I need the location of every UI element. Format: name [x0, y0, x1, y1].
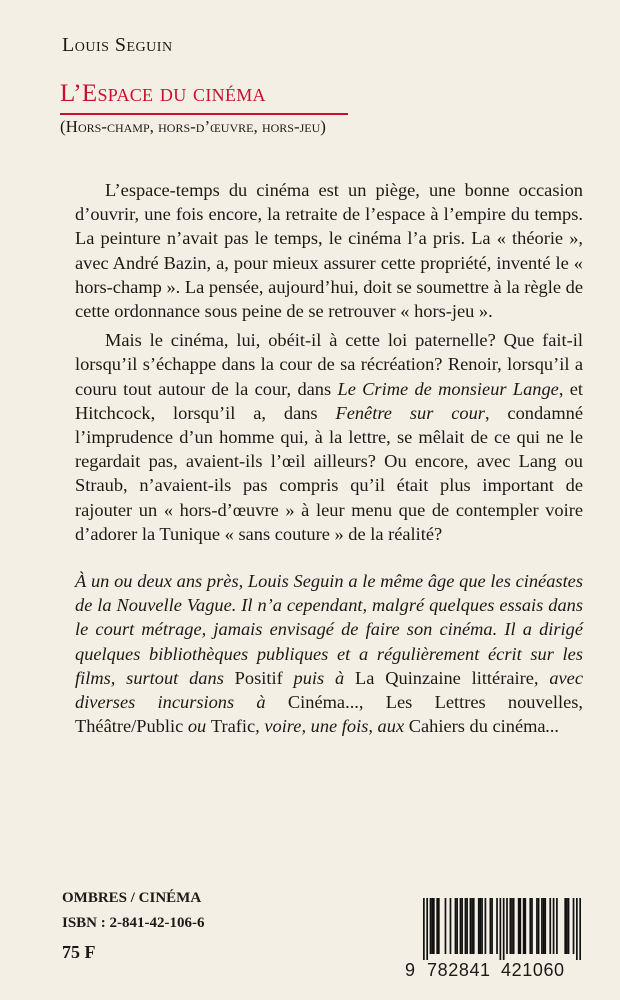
barcode-bar	[538, 898, 540, 954]
barcode-bar	[478, 898, 480, 954]
film-title: Le Crime de monsieur Lange	[337, 378, 559, 399]
barcode-bar	[568, 898, 570, 954]
price: 75 F	[62, 942, 96, 962]
barcode-bar	[556, 898, 558, 954]
barcode-bar	[509, 898, 511, 954]
barcode-bar	[423, 898, 425, 960]
title-underline	[60, 113, 348, 115]
blurb-paragraph-2: Mais le cinéma, lui, obéit-il à cette loi paternelle? Que fait-il lorsqu’il s’échappe dans la cour de sa récréation? Renoir, lorsqu’il a couru tout autour de la cour, dans Le Crime de monsieur Lange, et Hitchcock, lorsqu’il a, dans Fenêtre sur cour, condamné l’imprudence d’un homme qui, à la lettre, se mêlait de ce qui ne le regardait pas, avaient-ils l’œil ailleurs? Ou encore, avec Lang ou Straub, n’avaient-ils pas compris qu’il était plus important de rajouter un « hors-d’œuvre » à leur menu que de contempler voire d’adorer la Tunique « sans couture » de la réalité?	[75, 330, 584, 544]
barcode-bar	[503, 898, 505, 960]
barcode-bar	[544, 898, 546, 954]
barcode-bar	[496, 898, 498, 954]
barcode-bar	[524, 898, 526, 954]
journal-title: La Quinzaine littéraire	[355, 667, 534, 688]
barcode-bar	[456, 898, 458, 954]
journal-title: Cahiers du cinéma	[408, 716, 546, 737]
book-title: L’Espace du cinéma	[60, 80, 266, 107]
barcode-bar	[500, 898, 502, 960]
barcode-bar	[433, 898, 435, 954]
barcode-bar	[480, 898, 482, 954]
barcode-bar	[553, 898, 555, 954]
barcode-digits-right: 421060	[501, 960, 565, 980]
isbn-number: ISBN : 2-841-42-106-6	[62, 915, 205, 931]
barcode-bar	[511, 898, 513, 954]
barcode-bar	[576, 898, 578, 960]
barcode-bar	[518, 898, 520, 954]
barcode-bar	[485, 898, 487, 954]
blurb-text	[75, 178, 583, 546]
barcode-bar	[579, 898, 581, 960]
barcode-bar	[491, 898, 493, 954]
barcode-bar	[543, 898, 545, 954]
barcode-bar	[513, 898, 515, 954]
barcode-bar	[470, 898, 472, 954]
barcode-bar	[471, 898, 473, 954]
barcode-digit-first: 9	[405, 960, 416, 980]
barcode-bar	[549, 898, 551, 954]
journal-title: Positif	[234, 667, 283, 688]
book-subtitle: (Hors-champ, hors-d’œuvre, hors-jeu)	[60, 117, 326, 136]
barcode-bar	[519, 898, 521, 954]
author-name: Louis Seguin	[62, 34, 173, 56]
barcode-bar	[426, 898, 428, 960]
barcode-bar	[430, 898, 432, 954]
film-title: Fenêtre sur cour	[335, 402, 485, 423]
barcode-bar	[564, 898, 566, 954]
barcode-bar	[431, 898, 433, 954]
collection-name: OMBRES / CINÉMA	[62, 890, 202, 906]
barcode-bar	[523, 898, 525, 954]
barcode-bar	[436, 898, 438, 954]
barcode-bar	[455, 898, 457, 954]
blurb-paragraph-1: L’espace-temps du cinéma est un piège, une bonne occasion d’ouvrir, une fois encore, la retraite de l’espace à l’empire du temps. La peinture n’avait pas le temps, le cinéma l’a pris. La « théorie », avec André Bazin, a, pour mieux assurer cette propriété, inventé le « hors-champ ». La pensée, aujourd’hui, doit se soumettre à la règle de cette ordonnance sous peine de se retrouver « hors-jeu ».	[75, 180, 583, 322]
barcode-bar	[531, 898, 533, 954]
barcode-bar	[445, 898, 447, 954]
barcode-bars	[423, 898, 581, 960]
barcode-bar	[450, 898, 452, 954]
journal-title: Trafic	[210, 716, 256, 737]
barcode-bar	[566, 898, 568, 954]
barcode-bar	[506, 898, 508, 954]
barcode-bar	[481, 898, 483, 954]
journal-title: Les Lettres nouvelles	[385, 692, 579, 713]
barcode-bar	[536, 898, 538, 954]
barcode-bar	[466, 898, 468, 954]
journal-title: Théâtre/Public	[75, 716, 184, 737]
journal-title: Cinéma...	[287, 692, 359, 713]
barcode-bar	[573, 898, 575, 954]
author-bio: À un ou deux ans près, Louis Seguin a le même âge que les cinéastes de la Nouvelle Vague. Il n’a cependant, malgré quelques essais dans le court métrage, jamais envisagé de faire son cinéma. Il a dirigé quelques bibliothèques publiques et a régulièrement écrit sur les films, surtout dans Positif puis à La Quinzaine littéraire, avec diverses incursions à Cinéma..., Les Lettres nouvelles, Théâtre/Public ou Trafic, voire, une fois, aux Cahiers du cinéma...	[75, 571, 583, 737]
barcode-bar	[473, 898, 475, 954]
barcode-bar	[460, 898, 462, 954]
barcode-bar	[529, 898, 531, 954]
barcode	[405, 898, 583, 990]
barcode-bar	[541, 898, 543, 954]
barcode-digits-left: 782841	[427, 960, 491, 980]
barcode-bar	[490, 898, 492, 954]
barcode-bar	[465, 898, 467, 954]
barcode-bar	[461, 898, 463, 954]
barcode-bar	[438, 898, 440, 954]
